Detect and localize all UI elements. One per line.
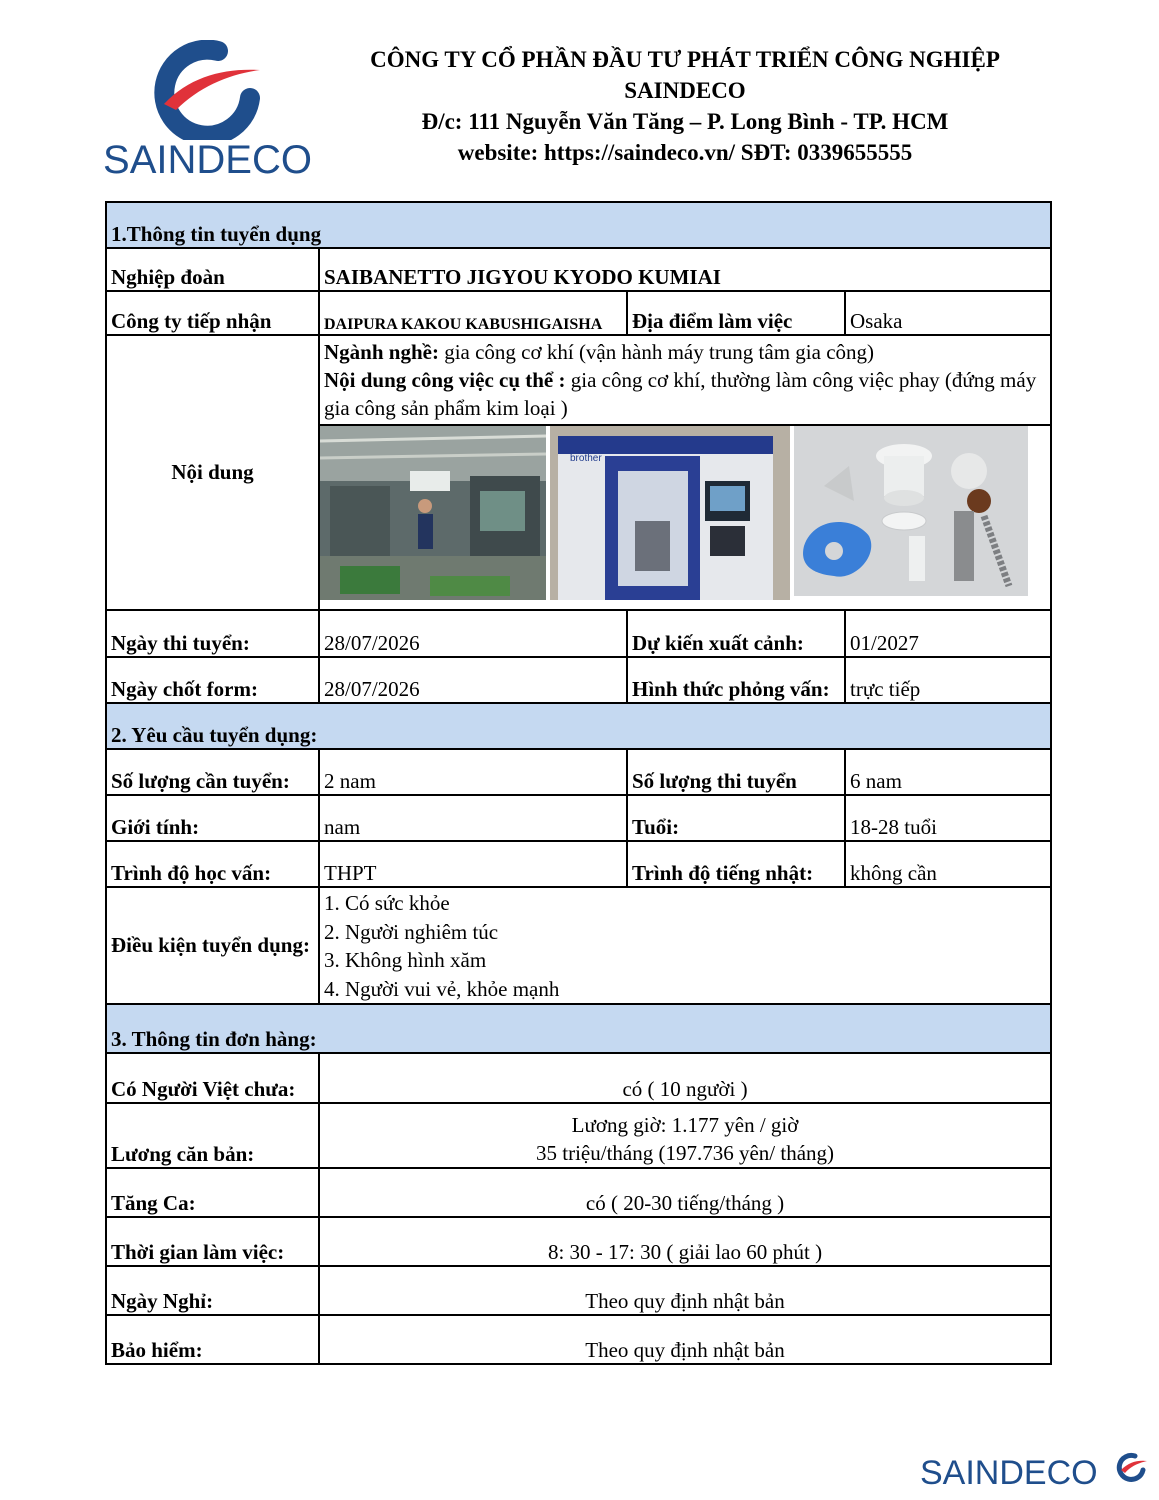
section1-header bbox=[106, 202, 1051, 248]
departure-value: 01/2027 bbox=[845, 610, 1051, 657]
salary-line2: 35 triệu/tháng (197.736 yên/ tháng) bbox=[536, 1141, 835, 1165]
conditions-row bbox=[106, 887, 1051, 1004]
exam-date-label: Ngày thi tuyển: bbox=[106, 610, 319, 657]
footer-wordmark: SAINDECO bbox=[920, 1454, 1098, 1492]
japanese-label: Trình độ tiếng nhật: bbox=[627, 841, 845, 887]
condition-item: 3. Không hình xăm bbox=[324, 948, 487, 972]
logo-wordmark: SAINDECO bbox=[103, 138, 312, 182]
section3-title: 3. Thông tin đơn hàng: bbox=[106, 1004, 1051, 1053]
insurance-row bbox=[106, 1315, 1051, 1364]
company-contact: website: https://saindeco.vn/ SĐT: 0339655555 bbox=[457, 140, 913, 165]
job-label: Ngành nghề: bbox=[324, 340, 439, 364]
form-deadline-value: 28/07/2026 bbox=[319, 657, 627, 703]
interview-label: Hình thức phỏng vấn: bbox=[627, 657, 845, 703]
company-logo bbox=[100, 40, 315, 185]
quantity-value: 2 nam bbox=[319, 749, 627, 795]
union-row bbox=[106, 248, 1051, 291]
holiday-row bbox=[106, 1266, 1051, 1315]
union-label: Nghiệp đoàn bbox=[106, 248, 319, 291]
condition-item: 4. Người vui vẻ, khỏe mạnh bbox=[324, 976, 560, 1001]
salary-value bbox=[319, 1103, 1051, 1168]
section1-title: 1.Thông tin tuyển dụng bbox=[106, 202, 1051, 248]
recruitment-table bbox=[105, 201, 1052, 1365]
parts-photo bbox=[794, 426, 1028, 596]
company-address: Đ/c: 111 Nguyễn Văn Tăng – P. Long Bình - TP. HCM bbox=[421, 109, 949, 134]
conditions-list bbox=[319, 887, 1051, 1004]
union-value: SAIBANETTO JIGYOU KYODO KUMIAI bbox=[319, 248, 1051, 291]
gender-row bbox=[106, 795, 1051, 841]
footer-logo bbox=[920, 1450, 1155, 1495]
footer-emblem-icon bbox=[1115, 1452, 1149, 1482]
education-value: THPT bbox=[319, 841, 627, 887]
salary-row bbox=[106, 1103, 1051, 1168]
detail-label: Nội dung công việc cụ thể : bbox=[324, 368, 566, 392]
salary-label: Lương căn bản: bbox=[106, 1103, 319, 1168]
gender-label: Giới tính: bbox=[106, 795, 319, 841]
exam-date-row bbox=[106, 610, 1051, 657]
education-row bbox=[106, 841, 1051, 887]
factory-photo bbox=[320, 426, 546, 600]
insurance-label: Bảo hiểm: bbox=[106, 1315, 319, 1364]
overtime-value: có ( 20-30 tiếng/tháng ) bbox=[319, 1168, 1051, 1217]
company-label: Công ty tiếp nhận bbox=[106, 291, 319, 335]
quantity-row bbox=[106, 749, 1051, 795]
vietnamese-label: Có Người Việt chưa: bbox=[106, 1053, 319, 1103]
logo-emblem-icon bbox=[100, 40, 315, 140]
content-text-row bbox=[106, 335, 1051, 425]
photo-strip bbox=[320, 426, 1050, 600]
exam-quantity-value: 6 nam bbox=[845, 749, 1051, 795]
condition-item: 1. Có sức khỏe bbox=[324, 891, 450, 915]
condition-item: 2. Người nghiêm túc bbox=[324, 919, 499, 944]
detail-value: gia công cơ khí, thường làm công việc phay (đứng máy gia công sản phẩm kim loại ) bbox=[324, 368, 1037, 420]
gender-value: nam bbox=[319, 795, 627, 841]
holiday-value: Theo quy định nhật bản bbox=[319, 1266, 1051, 1315]
age-value: 18-28 tuổi bbox=[845, 795, 1051, 841]
content-label: Nội dung bbox=[106, 335, 319, 610]
interview-value: trực tiếp bbox=[845, 657, 1051, 703]
departure-label: Dự kiến xuất cảnh: bbox=[627, 610, 845, 657]
content-description bbox=[319, 335, 1051, 425]
location-value: Osaka bbox=[845, 291, 1051, 335]
section3-header bbox=[106, 1004, 1051, 1053]
conditions-label: Điều kiện tuyển dụng: bbox=[106, 887, 319, 1004]
salary-line1: Lương giờ: 1.177 yên / giờ bbox=[571, 1113, 799, 1137]
section2-title: 2. Yêu cầu tuyển dụng: bbox=[106, 703, 1051, 749]
overtime-label: Tăng Ca: bbox=[106, 1168, 319, 1217]
worktime-value: 8: 30 - 17: 30 ( giải lao 60 phút ) bbox=[319, 1217, 1051, 1266]
form-deadline-label: Ngày chốt form: bbox=[106, 657, 319, 703]
education-label: Trình độ học vấn: bbox=[106, 841, 319, 887]
quantity-label: Số lượng cần tuyển: bbox=[106, 749, 319, 795]
cnc-machine-photo bbox=[550, 426, 790, 600]
overtime-row bbox=[106, 1168, 1051, 1217]
vietnamese-value: có ( 10 người ) bbox=[319, 1053, 1051, 1103]
photos-cell bbox=[319, 425, 1051, 610]
age-label: Tuổi: bbox=[627, 795, 845, 841]
company-name-line2: SAINDECO bbox=[624, 78, 746, 103]
insurance-value: Theo quy định nhật bản bbox=[319, 1315, 1051, 1364]
exam-date-value: 28/07/2026 bbox=[319, 610, 627, 657]
exam-quantity-label: Số lượng thi tuyển bbox=[627, 749, 845, 795]
company-name-line1: CÔNG TY CỔ PHẦN ĐẦU TƯ PHÁT TRIỂN CÔNG NGHIỆP bbox=[370, 47, 1000, 72]
worktime-row bbox=[106, 1217, 1051, 1266]
japanese-value: không cần bbox=[845, 841, 1051, 887]
vietnamese-row bbox=[106, 1053, 1051, 1103]
form-deadline-row bbox=[106, 657, 1051, 703]
company-row bbox=[106, 291, 1051, 335]
job-value: gia công cơ khí (vận hành máy trung tâm gia công) bbox=[438, 340, 875, 364]
company-value: DAIPURA KAKOU KABUSHIGAISHA bbox=[319, 291, 627, 335]
location-label: Địa điểm làm việc bbox=[627, 291, 845, 335]
company-header bbox=[320, 44, 1050, 168]
holiday-label: Ngày Nghỉ: bbox=[106, 1266, 319, 1315]
worktime-label: Thời gian làm việc: bbox=[106, 1217, 319, 1266]
machine-brand-label: brother bbox=[570, 453, 602, 464]
section2-header bbox=[106, 703, 1051, 749]
